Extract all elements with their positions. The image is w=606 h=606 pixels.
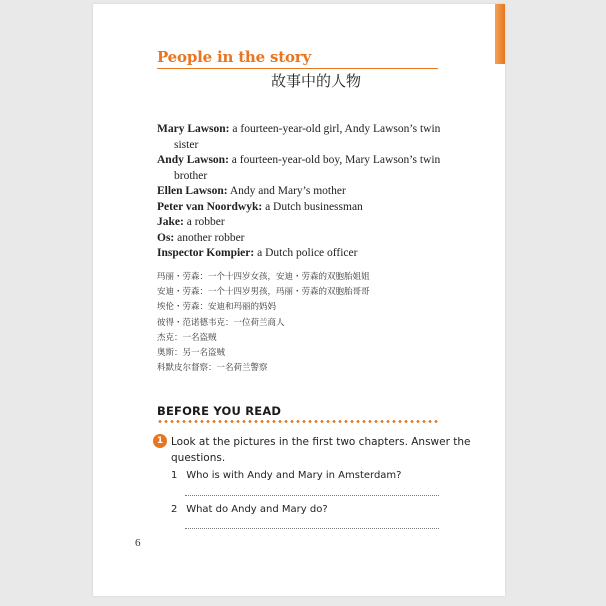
person-andy: [157, 153, 457, 184]
person-name: Jake:: [157, 216, 184, 228]
person-desc: a Dutch businessman: [262, 200, 363, 213]
person-jake: [157, 215, 457, 231]
question-number-badge: 1: [153, 434, 167, 448]
person-ellen: [157, 184, 457, 200]
person-mary: [157, 122, 457, 153]
people-list-chinese: [157, 270, 370, 376]
person-desc: a Dutch police officer: [254, 247, 358, 259]
book-page: [93, 4, 505, 596]
person-name: Andy Lawson:: [157, 154, 229, 166]
person-zh-line: 科默皮尔督察：一名荷兰警察: [157, 363, 268, 374]
section-heading: BEFORE YOU READ: [157, 404, 282, 418]
answer-line[interactable]: [185, 495, 439, 496]
person-name: Os:: [157, 231, 175, 244]
person-desc: Andy and Mary’s mother: [227, 185, 346, 197]
person-desc: a fourteen-year-old girl, Andy Lawson’s twin: [229, 123, 441, 135]
page-number: 6: [135, 537, 141, 549]
person-peter: [157, 200, 457, 216]
person-desc-cont: brother: [174, 169, 208, 182]
person-name: Mary Lawson:: [157, 123, 230, 135]
sub-question-number: 2: [171, 504, 178, 515]
person-zh-line: 杰克：一名盗贼: [157, 332, 217, 343]
person-zh-line: 埃伦・劳森：安迪和玛丽的妈妈: [157, 302, 277, 313]
person-zh-line: 安迪・劳森：一个十四岁男孩，玛丽・劳森的双胞胎哥哥: [157, 287, 370, 298]
dotted-divider: [157, 420, 439, 423]
person-desc: a robber: [183, 216, 225, 228]
person-name: Peter van Noordwyk:: [157, 200, 263, 213]
question-text: Look at the pictures in the first two chapters. Answer the questions.: [171, 436, 471, 464]
person-name: Inspector Kompier:: [157, 247, 255, 259]
people-list: [157, 122, 457, 262]
person-name: Ellen Lawson:: [157, 185, 228, 197]
answer-line[interactable]: [185, 528, 439, 529]
sub-question-text: What do Andy and Mary do?: [186, 504, 328, 515]
sub-question: [171, 470, 401, 481]
orange-edge-tab: [495, 4, 505, 64]
person-zh-line: 奥斯：另一名盗贼: [157, 348, 226, 359]
person-desc-cont: sister: [174, 138, 199, 151]
sub-question: [171, 504, 328, 515]
person-kompier: [157, 246, 457, 262]
sub-question-text: Who is with Andy and Mary in Amsterdam?: [186, 470, 402, 481]
title-chinese: 故事中的人物: [270, 72, 361, 90]
person-desc: another robber: [174, 231, 245, 244]
person-zh-line: 彼得・范诺德韦克：一位荷兰商人: [157, 317, 285, 328]
person-desc: a fourteen-year-old boy, Mary Lawson’s twin: [228, 154, 441, 166]
title-underline: [157, 68, 438, 69]
sub-question-number: 1: [171, 470, 178, 481]
title-english: People in the story: [157, 48, 312, 66]
person-os: [157, 231, 457, 247]
person-zh-line: 玛丽・劳森：一个十四岁女孩，安迪・劳森的双胞胎姐姐: [157, 272, 370, 282]
